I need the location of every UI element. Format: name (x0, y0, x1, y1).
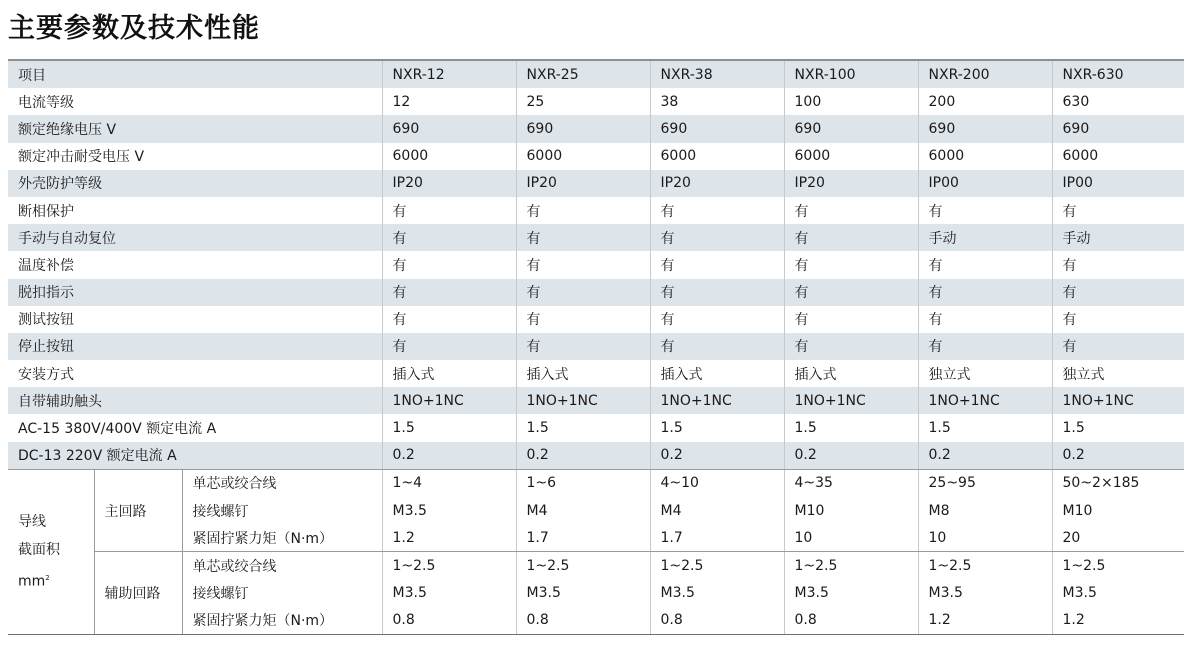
value-cell: 1NO+1NC (784, 387, 918, 414)
table-row (8, 552, 1184, 580)
value-cell: 100 (784, 88, 918, 115)
table-row (8, 333, 1184, 360)
row-label: 脱扣指示 (8, 279, 382, 306)
value-cell: 6000 (1052, 143, 1184, 170)
value-cell: 0.2 (382, 442, 516, 470)
value-cell: 0.2 (918, 442, 1052, 470)
page-title: 主要参数及技术性能 (8, 13, 260, 44)
value-cell: 有 (650, 279, 784, 306)
table-row (8, 115, 1184, 142)
value-cell: 独立式 (918, 360, 1052, 387)
value-cell: 690 (382, 115, 516, 142)
wire-item-label: 紧固拧紧力矩（N·m） (182, 607, 382, 635)
table-row (8, 580, 1184, 607)
value-cell: 12 (382, 88, 516, 115)
value-cell: 1.2 (382, 524, 516, 552)
value-cell: 690 (918, 115, 1052, 142)
value-cell: 有 (784, 333, 918, 360)
value-cell: 690 (516, 115, 650, 142)
value-cell: 690 (784, 115, 918, 142)
table-row (8, 88, 1184, 115)
value-cell: 4~10 (650, 469, 784, 497)
value-cell: 1.5 (650, 414, 784, 441)
value-cell: 有 (784, 197, 918, 224)
value-cell: 6000 (516, 143, 650, 170)
value-cell: M4 (516, 497, 650, 524)
value-cell: 0.8 (516, 607, 650, 635)
row-label: 温度补偿 (18, 257, 74, 274)
value-cell: 0.2 (516, 442, 650, 470)
value-cell: IP20 (650, 170, 784, 197)
value-cell: M8 (918, 497, 1052, 524)
value-cell: 1.5 (382, 414, 516, 441)
table-row (8, 442, 1184, 470)
value-cell: 1.7 (516, 524, 650, 552)
value-cell: M4 (650, 497, 784, 524)
value-cell: M3.5 (382, 580, 516, 607)
value-cell: 1.2 (918, 607, 1052, 635)
value-cell: 1~2.5 (1052, 552, 1184, 580)
value-cell: 1NO+1NC (516, 387, 650, 414)
table-row (8, 497, 1184, 524)
value-cell: 有 (516, 279, 650, 306)
wire-label-line1: 导线 (18, 514, 46, 531)
value-cell: M3.5 (382, 497, 516, 524)
value-cell: IP20 (784, 170, 918, 197)
value-cell: IP00 (1052, 170, 1184, 197)
table-row (8, 170, 1184, 197)
table-row (8, 524, 1184, 552)
value-cell: 10 (784, 524, 918, 552)
header-model: NXR-25 (516, 60, 650, 88)
value-cell: M3.5 (784, 580, 918, 607)
value-cell: 200 (918, 88, 1052, 115)
table-row (8, 387, 1184, 414)
table-row (8, 251, 1184, 278)
value-cell: 1~4 (382, 469, 516, 497)
header-item-label: 项目 (8, 60, 382, 88)
value-cell: 有 (1052, 279, 1184, 306)
table-row (8, 306, 1184, 333)
value-cell: M10 (784, 497, 918, 524)
value-cell: 1~2.5 (516, 552, 650, 580)
value-cell: 有 (650, 251, 784, 278)
row-label: 额定冲击耐受电压 V (18, 149, 145, 166)
value-cell: IP20 (516, 170, 650, 197)
value-cell: 有 (382, 279, 516, 306)
value-cell: 25~95 (918, 469, 1052, 497)
header-model: NXR-200 (918, 60, 1052, 88)
value-cell: 有 (382, 224, 516, 251)
value-cell: 有 (784, 251, 918, 278)
value-cell: 6000 (650, 143, 784, 170)
wire-unit-sup: 2 (45, 574, 50, 583)
value-cell: 插入式 (784, 360, 918, 387)
value-cell: 有 (382, 333, 516, 360)
value-cell: 690 (650, 115, 784, 142)
value-cell: 有 (784, 224, 918, 251)
value-cell: 0.2 (784, 442, 918, 470)
value-cell: 0.8 (382, 607, 516, 635)
table-row (8, 279, 1184, 306)
header-row (8, 60, 1184, 88)
wire-item-label: 接线螺钉 (182, 580, 382, 607)
wire-unit: mm (18, 573, 46, 590)
wire-label-line2: 截面积 (18, 542, 60, 559)
value-cell: 有 (650, 333, 784, 360)
wire-item-label: 单芯或绞合线 (182, 552, 382, 580)
value-cell: M3.5 (650, 580, 784, 607)
row-label: 安装方式 (18, 366, 74, 383)
value-cell: 1.7 (650, 524, 784, 552)
value-cell: 1NO+1NC (382, 387, 516, 414)
value-cell: 6000 (382, 143, 516, 170)
value-cell: 1.5 (1052, 414, 1184, 441)
value-cell: M3.5 (1052, 580, 1184, 607)
wire-item-label: 紧固拧紧力矩（N·m） (182, 524, 382, 552)
spec-table (8, 59, 1184, 635)
value-cell: 6000 (918, 143, 1052, 170)
row-label: DC-13 220V 额定电流 A (8, 442, 382, 470)
header-model: NXR-100 (784, 60, 918, 88)
row-label: 手动与自动复位 (8, 224, 382, 251)
row-label: 自带辅助触头 (8, 387, 382, 414)
value-cell: 有 (1052, 306, 1184, 333)
circuit-group-label: 主回路 (94, 469, 182, 552)
value-cell: 0.2 (1052, 442, 1184, 470)
table-row (8, 414, 1184, 441)
value-cell: 有 (382, 197, 516, 224)
value-cell: 50~2×185 (1052, 469, 1184, 497)
value-cell: 有 (1052, 251, 1184, 278)
header-model: NXR-12 (382, 60, 516, 88)
table-row (8, 143, 1184, 170)
header-model: NXR-38 (650, 60, 784, 88)
value-cell: M10 (1052, 497, 1184, 524)
value-cell: 有 (516, 197, 650, 224)
value-cell: M3.5 (918, 580, 1052, 607)
value-cell: 有 (650, 197, 784, 224)
value-cell: 有 (1052, 333, 1184, 360)
wire-label-line3 (18, 564, 94, 596)
value-cell: 有 (784, 279, 918, 306)
value-cell: 手动 (918, 224, 1052, 251)
value-cell: 0.8 (650, 607, 784, 635)
value-cell: 1~6 (516, 469, 650, 497)
row-label: 外壳防护等级 (8, 170, 382, 197)
wire-section-label (8, 469, 94, 634)
value-cell: 1NO+1NC (650, 387, 784, 414)
value-cell: 有 (516, 333, 650, 360)
value-cell: 有 (650, 224, 784, 251)
value-cell: M3.5 (516, 580, 650, 607)
value-cell: 有 (918, 306, 1052, 333)
value-cell: 1.5 (516, 414, 650, 441)
table-row (8, 469, 1184, 497)
row-label: 测试按钮 (18, 312, 74, 329)
value-cell: 1NO+1NC (1052, 387, 1184, 414)
wire-item-label: 单芯或绞合线 (182, 469, 382, 497)
value-cell: 1~2.5 (650, 552, 784, 580)
row-label: 停止按钮 (8, 333, 382, 360)
value-cell: 1~2.5 (918, 552, 1052, 580)
value-cell: 有 (516, 251, 650, 278)
value-cell: 0.2 (650, 442, 784, 470)
value-cell: 独立式 (1052, 360, 1184, 387)
row-label: AC-15 380V/400V 额定电流 A (18, 421, 217, 438)
value-cell: 690 (1052, 115, 1184, 142)
value-cell: 6000 (784, 143, 918, 170)
value-cell: 10 (918, 524, 1052, 552)
value-cell: 4~35 (784, 469, 918, 497)
value-cell: 有 (382, 251, 516, 278)
table-row (8, 197, 1184, 224)
value-cell: 有 (516, 224, 650, 251)
value-cell: 有 (784, 306, 918, 333)
value-cell: 1NO+1NC (918, 387, 1052, 414)
value-cell: 1.5 (784, 414, 918, 441)
row-label: 断相保护 (18, 203, 74, 220)
row-label: 电流等级 (18, 94, 74, 111)
value-cell: IP20 (382, 170, 516, 197)
table-row (8, 360, 1184, 387)
value-cell: 插入式 (650, 360, 784, 387)
value-cell: 有 (516, 306, 650, 333)
row-label: 额定绝缘电压 V (8, 115, 382, 142)
value-cell: 有 (918, 197, 1052, 224)
wire-item-label: 接线螺钉 (182, 497, 382, 524)
circuit-group-label: 辅助回路 (94, 552, 182, 635)
value-cell: IP00 (918, 170, 1052, 197)
value-cell: 有 (918, 333, 1052, 360)
value-cell: 有 (918, 279, 1052, 306)
value-cell: 38 (650, 88, 784, 115)
value-cell: 25 (516, 88, 650, 115)
value-cell: 1.5 (918, 414, 1052, 441)
table-row (8, 224, 1184, 251)
value-cell: 1~2.5 (784, 552, 918, 580)
value-cell: 0.8 (784, 607, 918, 635)
value-cell: 插入式 (382, 360, 516, 387)
value-cell: 插入式 (516, 360, 650, 387)
value-cell: 有 (1052, 197, 1184, 224)
value-cell: 1.2 (1052, 607, 1184, 635)
table-row (8, 607, 1184, 635)
value-cell: 有 (918, 251, 1052, 278)
value-cell: 20 (1052, 524, 1184, 552)
value-cell: 1~2.5 (382, 552, 516, 580)
value-cell: 有 (650, 306, 784, 333)
header-model: NXR-630 (1052, 60, 1184, 88)
value-cell: 手动 (1052, 224, 1184, 251)
value-cell: 有 (382, 306, 516, 333)
value-cell: 630 (1052, 88, 1184, 115)
